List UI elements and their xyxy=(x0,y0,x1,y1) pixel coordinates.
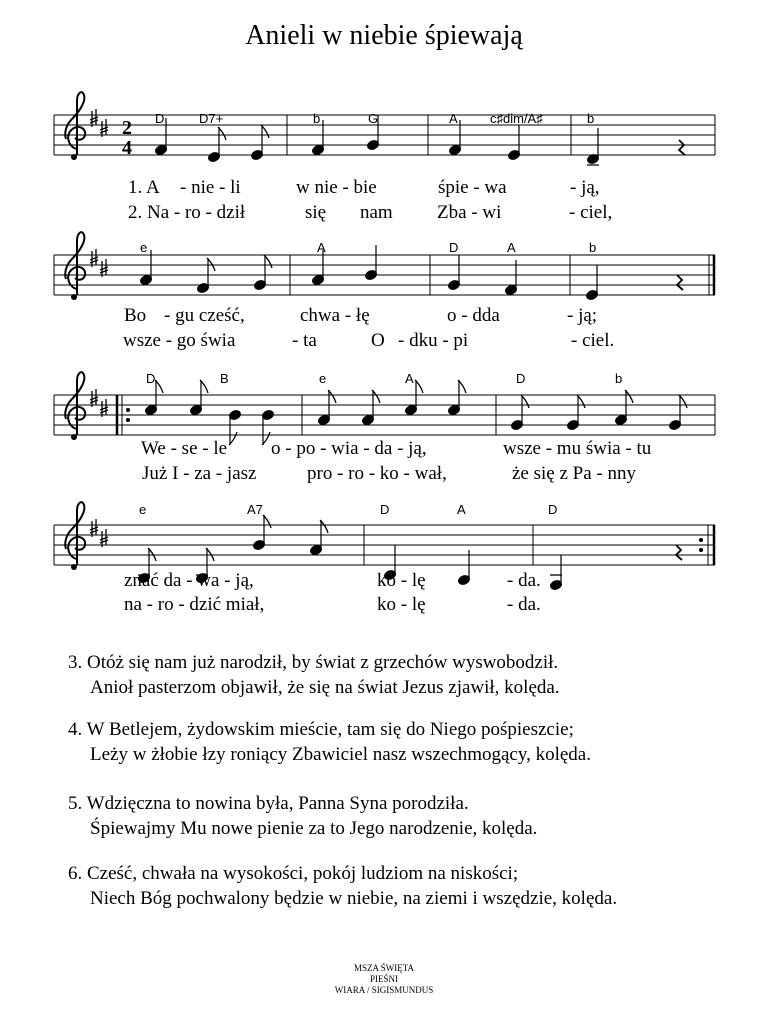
chord-symbol: e xyxy=(319,371,327,386)
lyric-line-2: O xyxy=(371,330,385,351)
chord-symbol: b xyxy=(589,240,597,255)
chord-symbol: D xyxy=(548,502,558,517)
verse-line: Anioł pasterzom objawił, że się na świat Jezus zjawił, kolęda. xyxy=(90,677,560,698)
chord-symbol: A7 xyxy=(247,502,263,517)
verse-line: Leży w żłobie łzy roniący Zbawiciel nasz wszechmogący, kolęda. xyxy=(90,744,591,765)
lyric-line-1: ko - lę xyxy=(377,570,426,591)
lyric-line-2: nam xyxy=(360,202,393,223)
lyric-line-1: o - dda xyxy=(447,305,500,326)
lyric-line-1: - da. xyxy=(507,570,541,591)
chord-symbol: G xyxy=(368,111,379,126)
lyric-line-2: się xyxy=(305,202,327,223)
svg-text:2: 2 xyxy=(122,117,132,139)
lyric-line-2: - ta xyxy=(292,330,317,351)
chord-symbol: A xyxy=(507,240,516,255)
chord-symbol: D xyxy=(146,371,156,386)
lyric-line-1: znać da - wa - ją, xyxy=(124,570,254,591)
chord-symbol: D xyxy=(516,371,526,386)
lyric-line-2: na - ro - dzić miał, xyxy=(124,594,265,615)
verse-line: 4. W Betlejem, żydowskim mieście, tam się do Niego pośpieszcie; xyxy=(68,719,574,740)
lyric-line-1: w nie - bie xyxy=(296,177,377,198)
lyric-line-1: We - se - le xyxy=(141,438,228,459)
lyric-line-2: - da. xyxy=(507,594,541,615)
lyric-line-1: - gu cześć, xyxy=(164,305,245,326)
lyric-line-2: - ciel. xyxy=(571,330,615,351)
chord-symbol: D xyxy=(449,240,459,255)
chord-symbol: D xyxy=(380,502,390,517)
lyric-line-2: 2. Na - ro - dził xyxy=(128,202,246,223)
lyric-line-1: wsze - mu świa - tu xyxy=(503,438,652,459)
footer xyxy=(0,963,768,996)
chord-symbol: A xyxy=(405,371,414,386)
chord-symbol: A xyxy=(449,111,458,126)
verse-6 xyxy=(68,861,617,911)
lyric-line-1: - ją, xyxy=(570,177,600,198)
chord-symbol: e xyxy=(139,502,147,517)
lyric-line-2: pro - ro - ko - wał, xyxy=(307,463,447,484)
verse-5 xyxy=(68,791,537,841)
lyric-line-1: Bo xyxy=(124,305,147,326)
lyric-line-1: o - po - wia - da - ją, xyxy=(271,438,427,459)
lyric-line-1: śpie - wa xyxy=(438,177,507,198)
footer-line: WIARA / SIGISMUNDUS xyxy=(334,985,434,995)
chord-symbol: e xyxy=(140,240,148,255)
lyric-line-2: Zba - wi xyxy=(437,202,502,223)
verse-line: Niech Bóg pochwalony będzie w niebie, na ziemi i wszędzie, kolęda. xyxy=(90,888,618,909)
chord-symbol: b xyxy=(587,111,595,126)
lyric-line-2: - ciel, xyxy=(569,202,613,223)
footer-line: PIEŚNI xyxy=(369,974,398,984)
verse-line: 6. Cześć, chwała na wysokości, pokój ludziom na niskości; xyxy=(68,863,519,884)
footer-line: MSZA ŚWIĘTA xyxy=(353,963,415,973)
lyric-line-1: chwa - łę xyxy=(300,305,370,326)
chord-symbol: D7+ xyxy=(199,111,224,126)
lyric-line-1: - ją; xyxy=(567,305,598,326)
staff-system-2 xyxy=(54,232,715,301)
chord-symbol: b xyxy=(313,111,321,126)
verse-3 xyxy=(68,650,560,700)
chord-symbol: B xyxy=(220,371,229,386)
lyric-line-2: wsze - go świa xyxy=(123,330,236,351)
lyric-line-2: Już I - za - jasz xyxy=(142,463,257,484)
verse-line: 5. Wdzięczna to nowina była, Panna Syna porodziła. xyxy=(68,793,469,814)
lyric-line-2: ko - lę xyxy=(377,594,426,615)
verse-4 xyxy=(68,717,591,767)
staff-system-1 xyxy=(54,92,715,165)
chord-symbol: A xyxy=(457,502,466,517)
chord-symbol: b xyxy=(615,371,623,386)
song-title: Anieli w niebie śpiewają xyxy=(245,20,523,51)
chord-symbol: A xyxy=(317,240,326,255)
lyric-line-1: 1. A xyxy=(128,177,160,198)
chord-symbol: c♯dim/A♯ xyxy=(490,111,543,126)
verse-line: Śpiewajmy Mu nowe pienie za to Jego narodzenie, kolęda. xyxy=(90,818,538,839)
lyric-line-2: - dku - pi xyxy=(398,330,469,351)
lyric-line-1: - nie - li xyxy=(180,177,241,198)
chord-symbol: D xyxy=(155,111,165,126)
verse-line: 3. Otóż się nam już narodził, by świat z grzechów wyswobodził. xyxy=(68,652,559,673)
svg-text:4: 4 xyxy=(122,137,132,159)
lyric-line-2: że się z Pa - nny xyxy=(512,463,636,484)
